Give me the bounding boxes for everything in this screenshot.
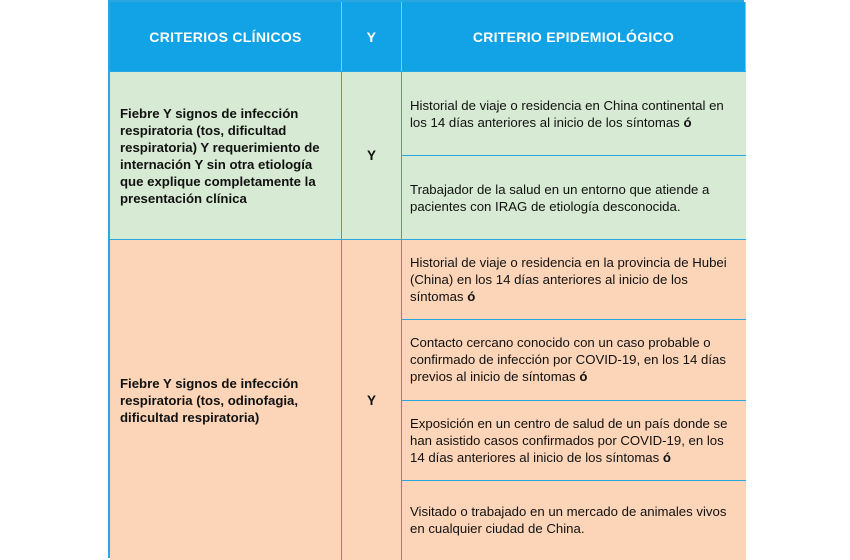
criteria-table bbox=[108, 0, 744, 558]
row2-clinical-text: Fiebre Y signos de infección respiratoria (tos, odinofagia, dificultad respiratoria) bbox=[120, 375, 299, 425]
row2-epi-item-1: Historial de viaje o residencia en la provincia de Hubei (China) en los 14 días anteriores al inicio de los síntomas ó bbox=[410, 255, 727, 305]
row1-epi-item-2: Trabajador de la salud en un entorno que atiende a pacientes con IRAG de etiología desconocida. bbox=[402, 155, 746, 239]
row1-epi-item-1: Historial de viaje o residencia en China continental en los 14 días anteriores al inicio de los síntomas ó bbox=[410, 97, 724, 130]
header-connector: Y bbox=[342, 2, 402, 71]
header-clinical: CRITERIOS CLÍNICOS bbox=[110, 2, 342, 71]
row1-connector: Y bbox=[342, 71, 402, 239]
row2-epi-item-2: Contacto cercano conocido con un caso probable o confirmado de infección por COVID-19, en los 14 días previos al inicio de síntomas ó bbox=[402, 319, 746, 399]
row2-epi-list bbox=[402, 239, 746, 560]
header-epidemiological: CRITERIO EPIDEMIOLÓGICO bbox=[402, 2, 746, 71]
row1-clinical-criteria bbox=[110, 71, 342, 239]
row2-epi-item-3: Exposición en un centro de salud de un país donde se han asistido casos confirmados por COVID-19, en los 14 días anteriores al inicio de los síntomas ó bbox=[402, 400, 746, 480]
row1-clinical-text: Fiebre Y signos de infección respiratoria (tos, dificultad respiratoria) Y requerimiento de internación Y sin otra etiología que explique completamente la presentación clínica bbox=[120, 105, 320, 206]
row2-clinical-criteria bbox=[110, 239, 342, 560]
row2-connector: Y bbox=[342, 239, 402, 560]
row1-epi-list bbox=[402, 71, 746, 239]
row2-epi-item-4: Visitado o trabajado en un mercado de animales vivos en cualquier ciudad de China. bbox=[402, 480, 746, 560]
